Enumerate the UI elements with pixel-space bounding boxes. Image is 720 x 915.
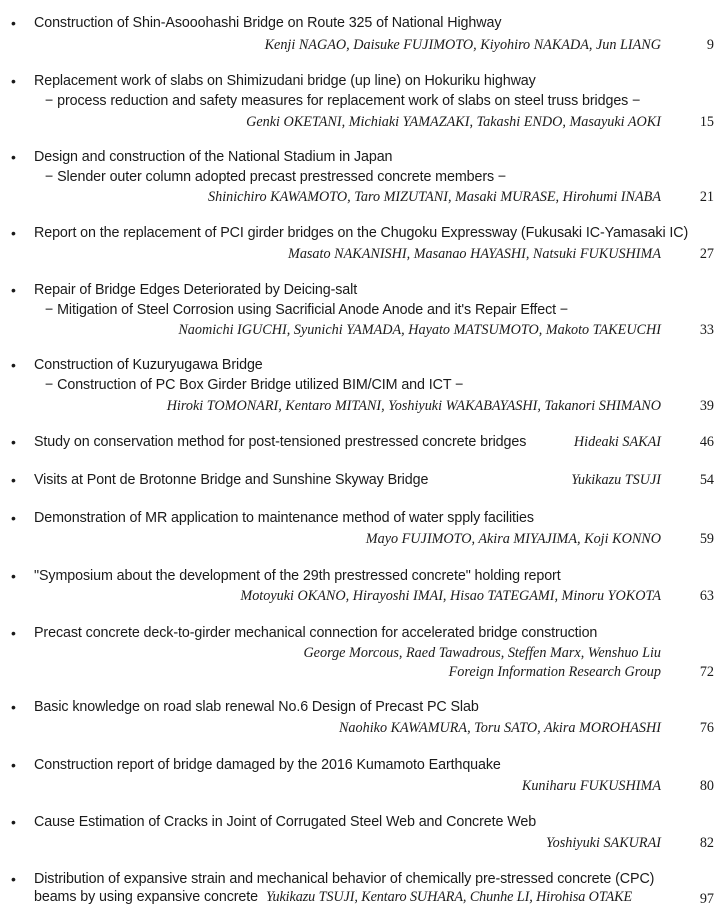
- entry-page-number: 33: [699, 322, 714, 338]
- entry-authors: Yoshiyuki SAKURAI: [546, 835, 661, 851]
- entry-title[interactable]: Visits at Pont de Brotonne Bridge and Sunshine Skyway Bridge: [34, 472, 429, 488]
- entry-authors: Masato NAKANISHI, Masanao HAYASHI, Natsuki FUKUSHIMA: [288, 246, 661, 262]
- entry-title-continued[interactable]: [34, 889, 632, 906]
- entry-page-number: 97: [699, 891, 714, 907]
- bullet: [11, 357, 19, 365]
- entry-title[interactable]: Distribution of expansive strain and mechanical behavior of chemically pre-stressed concrete (CPC): [34, 871, 655, 887]
- entry-authors: Kenji NAGAO, Daisuke FUJIMOTO, Kiyohiro NAKADA, Jun LIANG: [264, 37, 661, 53]
- entry-title[interactable]: "Symposium about the development of the 29th prestressed concrete" holding report: [34, 568, 561, 584]
- entry-title[interactable]: Construction report of bridge damaged by the 2016 Kumamoto Earthquake: [34, 757, 501, 773]
- entry-page-number: 21: [699, 189, 714, 205]
- entry-title[interactable]: Report on the replacement of PCI girder bridges on the Chugoku Expressway (Fukusaki IC-Yamasaki IC): [34, 225, 689, 241]
- entry-authors: Genki OKETANI, Michiaki YAMAZAKI, Takashi ENDO, Masayuki AOKI: [246, 114, 661, 130]
- entry-page-number: 82: [699, 835, 714, 851]
- entry-authors: Hiroki TOMONARI, Kentaro MITANI, Yoshiyuki WAKABAYASHI, Takanori SHIMANO: [166, 398, 661, 414]
- entry-title[interactable]: Construction of Shin-Asooohashi Bridge on Route 325 of National Highway: [34, 15, 502, 31]
- entry-page-number: 46: [699, 434, 714, 450]
- bullet: [11, 510, 19, 518]
- bullet: [11, 434, 19, 442]
- entry-title-tail: beams by using expansive concrete: [34, 889, 258, 905]
- entry-title[interactable]: Repair of Bridge Edges Deteriorated by Deicing-salt: [34, 282, 358, 298]
- entry-subtitle: − Construction of PC Box Girder Bridge utilized BIM/CIM and ICT −: [45, 377, 464, 393]
- entry-authors: Shinichiro KAWAMOTO, Taro MIZUTANI, Masaki MURASE, Hirohumi INABA: [208, 189, 661, 205]
- entry-page-number: 9: [706, 37, 714, 53]
- entry-authors: Yukikazu TSUJI: [571, 472, 661, 488]
- entry-authors: Naohiko KAWAMURA, Toru SATO, Akira MOROHASHI: [338, 720, 661, 736]
- entry-title[interactable]: Design and construction of the National Stadium in Japan: [34, 149, 393, 165]
- bullet: [11, 225, 19, 233]
- entry-page-number: 76: [699, 720, 714, 736]
- entry-page-number: 39: [699, 398, 714, 414]
- entry-authors: Kuniharu FUKUSHIMA: [521, 778, 661, 794]
- entry-subtitle: − Slender outer column adopted precast prestressed concrete members −: [45, 169, 507, 185]
- entry-authors: Mayo FUJIMOTO, Akira MIYAJIMA, Koji KONNO: [365, 531, 661, 547]
- entry-page-number: 54: [699, 472, 714, 488]
- entry-title[interactable]: Precast concrete deck-to-girder mechanical connection for accelerated bridge construction: [34, 625, 598, 641]
- entry-page-number: 80: [699, 778, 714, 794]
- bullet: [11, 15, 19, 23]
- bullet: [11, 871, 19, 879]
- entry-authors: Motoyuki OKANO, Hirayoshi IMAI, Hisao TATEGAMI, Minoru YOKOTA: [240, 588, 661, 604]
- entry-authors-group: Foreign Information Research Group: [448, 664, 661, 680]
- entry-title[interactable]: Basic knowledge on road slab renewal No.6 Design of Precast PC Slab: [34, 699, 479, 715]
- bullet: [11, 472, 19, 480]
- entry-page-number: 59: [699, 531, 714, 547]
- entry-subtitle: − Mitigation of Steel Corrosion using Sacrificial Anode Anode and it's Repair Effect −: [45, 302, 569, 318]
- entry-page-number: 63: [699, 588, 714, 604]
- entry-authors: Hideaki SAKAI: [573, 434, 661, 450]
- entry-title[interactable]: Demonstration of MR application to maintenance method of water spply facilities: [34, 510, 534, 526]
- entry-title[interactable]: Replacement work of slabs on Shimizudani bridge (up line) on Hokuriku highway: [34, 73, 536, 89]
- bullet: [11, 625, 19, 633]
- bullet: [11, 814, 19, 822]
- bullet: [11, 568, 19, 576]
- entry-page-number: 27: [699, 246, 714, 262]
- bullet: [11, 73, 19, 81]
- bullet: [11, 149, 19, 157]
- entry-subtitle: − process reduction and safety measures for replacement work of slabs on steel truss bridges −: [45, 93, 641, 109]
- entry-title[interactable]: Cause Estimation of Cracks in Joint of Corrugated Steel Web and Concrete Web: [34, 814, 537, 830]
- bullet: [11, 282, 19, 290]
- entry-title[interactable]: Construction of Kuzuryugawa Bridge: [34, 357, 263, 373]
- entry-page-number: 15: [699, 114, 714, 130]
- entry-title[interactable]: Study on conservation method for post-tensioned prestressed concrete bridges: [34, 434, 527, 450]
- entry-page-number: 72: [699, 664, 714, 680]
- entry-authors: Yukikazu TSUJI, Kentaro SUHARA, Chunhe LI, Hirohisa OTAKE: [266, 889, 633, 905]
- bullet: [11, 757, 19, 765]
- entry-authors: Naomichi IGUCHI, Syunichi YAMADA, Hayato MATSUMOTO, Makoto TAKEUCHI: [178, 322, 661, 338]
- entry-authors: George Morcous, Raed Tawadrous, Steffen Marx, Wenshuo Liu: [303, 645, 661, 661]
- bullet: [11, 699, 19, 707]
